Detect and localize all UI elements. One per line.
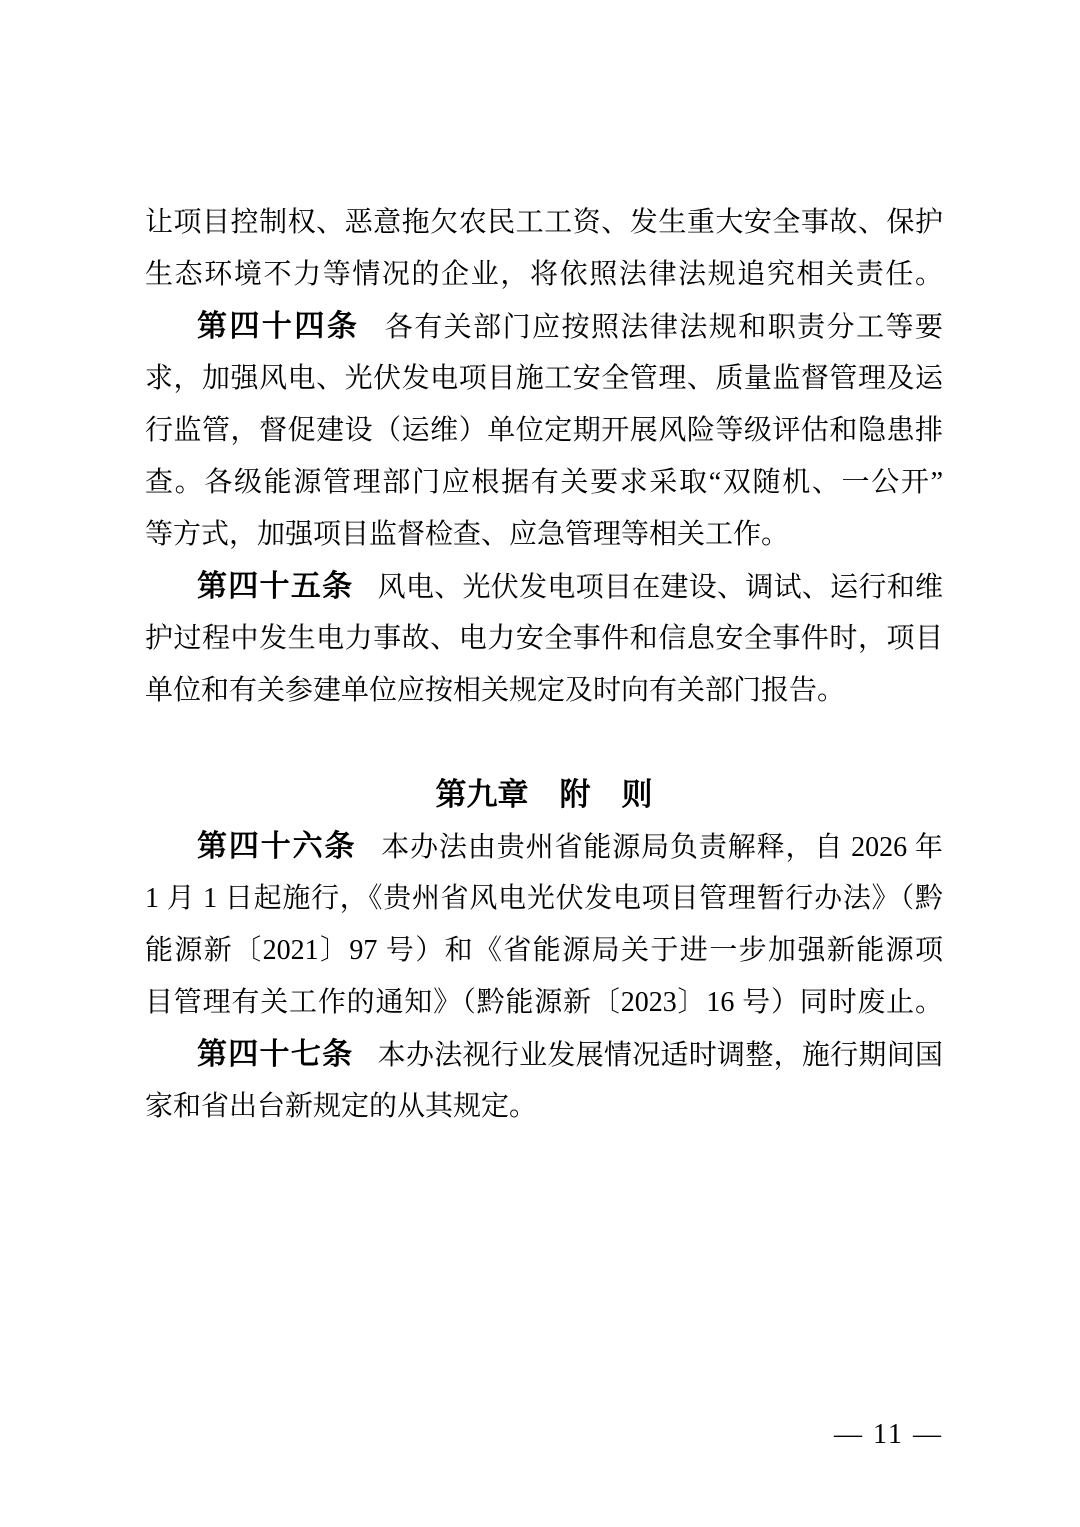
text-line (145, 509, 943, 561)
line-text: 本办法由贵州省能源局负责解释，自 2026 年 (380, 832, 943, 863)
document-body (145, 197, 943, 1133)
text-line (145, 353, 943, 405)
text-line (145, 197, 943, 249)
line-text: 目管理有关工作的通知》（黔能源新〔2023〕16 号）同时废止。 (145, 987, 943, 1018)
text-line (145, 925, 943, 977)
line-text: 等方式，加强项目监督检查、应急管理等相关工作。 (145, 519, 790, 550)
line-text: 让项目控制权、恶意拖欠农民工工资、发生重大安全事故、保护 (145, 207, 943, 238)
article-number: 第四十四条 (197, 310, 360, 343)
text-line (145, 1081, 943, 1133)
text-line (145, 561, 943, 613)
article-number: 第四十六条 (197, 830, 357, 863)
text-line (145, 821, 943, 873)
line-text: 风电、光伏发电项目在建设、调试、运行和维 (377, 572, 943, 603)
article-number: 第四十七条 (197, 1038, 354, 1071)
line-text: 行监管，督促建设（运维）单位定期开展风险等级评估和隐患排 (145, 415, 943, 446)
text-line (145, 665, 943, 717)
text-line (145, 613, 943, 665)
text-line (145, 977, 943, 1029)
page-number: — 11 — (834, 1419, 943, 1450)
line-text: 生态环境不力等情况的企业，将依照法律法规追究相关责任。 (145, 259, 943, 290)
line-text: 查。各级能源管理部门应根据有关要求采取“双随机、一公开” (145, 467, 943, 498)
line-text: 家和省出台新规定的从其规定。 (145, 1091, 538, 1122)
article-number: 第四十五条 (197, 570, 354, 603)
line-text: 1 月 1 日起施行，《贵州省风电光伏发电项目管理暂行办法》（黔 (145, 883, 943, 914)
text-line (145, 301, 943, 353)
text-line (145, 457, 943, 509)
line-text: 单位和有关参建单位应按相关规定及时向有关部门报告。 (145, 675, 846, 706)
blank-line (145, 717, 943, 769)
chapter-heading: 第九章 附 则 (435, 777, 653, 812)
text-line (145, 1029, 943, 1081)
text-line (145, 873, 943, 925)
line-text: 求，加强风电、光伏发电项目施工安全管理、质量监督管理及运 (145, 363, 943, 394)
text-line (145, 249, 943, 301)
line-text: 护过程中发生电力事故、电力安全事件和信息安全事件时，项目 (145, 623, 943, 654)
line-text: 本办法视行业发展情况适时调整，施行期间国 (377, 1040, 943, 1071)
text-line (145, 405, 943, 457)
line-text: 能源新〔2021〕97 号）和《省能源局关于进一步加强新能源项 (145, 935, 943, 966)
line-text: 各有关部门应按照法律法规和职责分工等要 (383, 312, 943, 343)
